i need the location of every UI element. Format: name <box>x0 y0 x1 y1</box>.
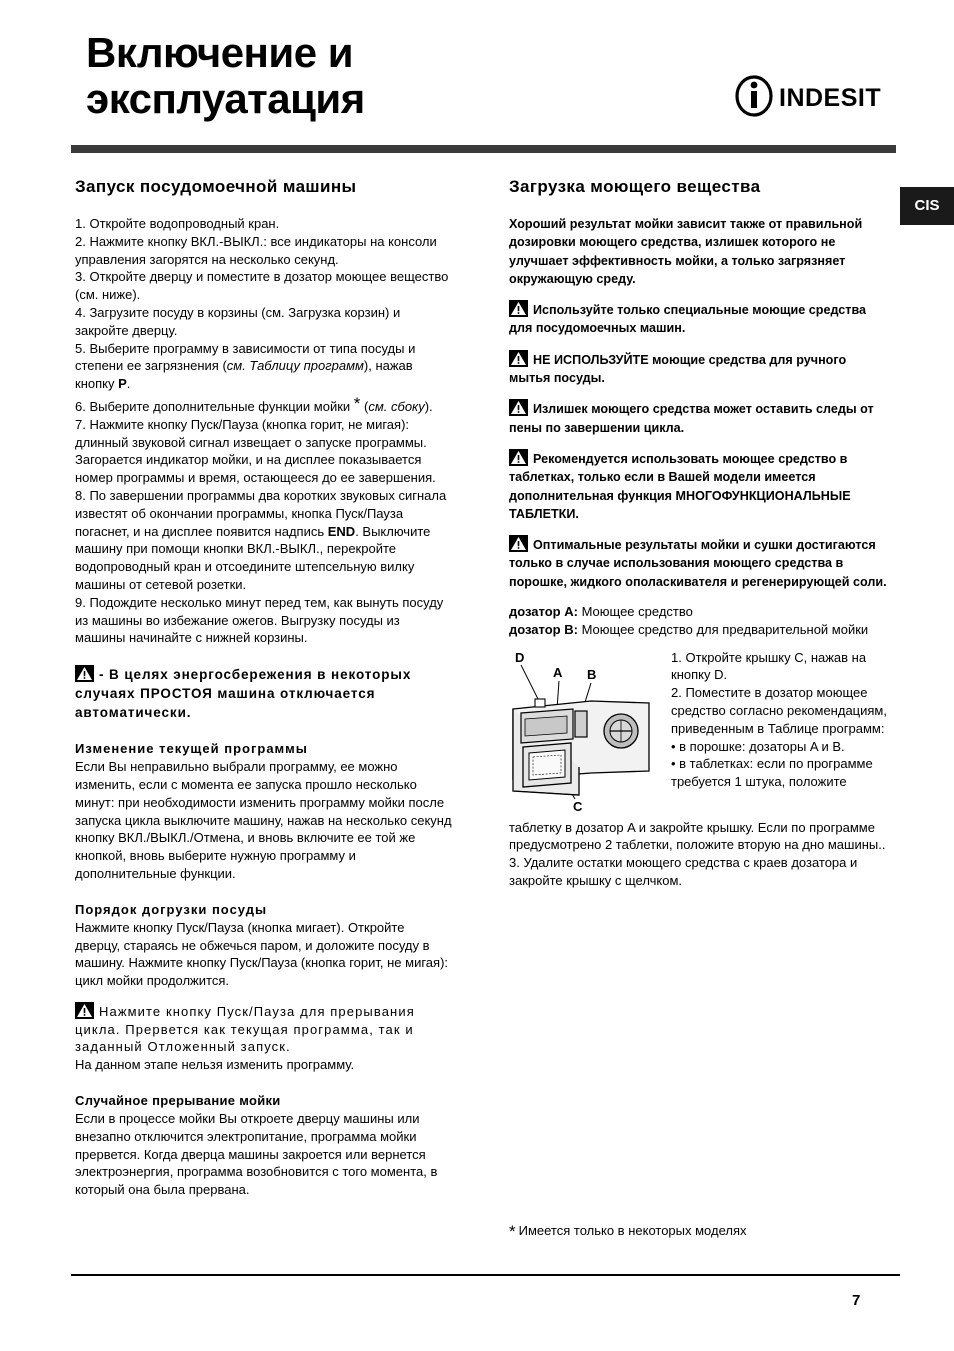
dispenser-b-label: дозатор B: <box>509 621 578 637</box>
warning-item <box>509 535 887 591</box>
dispenser-b-legend <box>509 621 887 639</box>
fig-bullet-1: • в порошке: дозаторы A и B. <box>671 738 845 754</box>
section-heading-detergent: Загрузка моющего вещества <box>509 177 761 196</box>
dispenser-a-text: Моющее средство <box>577 604 693 620</box>
pause-note <box>75 1002 453 1056</box>
footnote-star: * <box>509 1222 516 1241</box>
energy-note-text: - В целях энергосбережения в некоторых случаях ПРОСТОЯ машина отключается автоматически. <box>75 667 412 721</box>
step-5 <box>75 340 453 393</box>
footer-divider <box>71 1274 900 1276</box>
warning-item <box>509 300 887 338</box>
warning-text: НЕ ИСПОЛЬЗУЙТЕ моющие средства для ручного мытья посуды. <box>509 352 847 386</box>
start-steps <box>75 215 453 647</box>
warning-icon <box>509 300 528 317</box>
indesit-logo-mark-icon <box>734 74 894 118</box>
indesit-logo <box>734 74 894 118</box>
page-title-line-1: Включение и <box>86 29 354 76</box>
warning-icon <box>509 399 528 416</box>
step-6-end: ). <box>424 398 433 414</box>
label-b: B <box>587 666 597 682</box>
step-3: 3. Откройте дверцу и поместите в дозатор моющее вещество (см. ниже). <box>75 269 449 303</box>
interrupt-text: Если в процессе мойки Вы откроете дверцу машины или внезапно отключится электропитание, программа мойки прервется. Когда дверца машины закроется или вернется электроэнергия, программа возобновится с того момента, в который она была прервана. <box>75 1111 438 1198</box>
step-5-text: 5. Выберите программу в зависимости от типа посуды и степени ее загрязнения ( <box>75 340 416 374</box>
warning-icon <box>509 350 528 367</box>
step-5-ref: см. Таблицу программ <box>226 358 364 374</box>
dispenser-b-text: Моющее средство для предварительной мойки <box>577 621 869 637</box>
step-5-end: . <box>126 376 131 392</box>
fig-step-1: 1. Откройте крышку C, нажав на кнопку D. <box>671 649 867 683</box>
subheading-interrupt: Случайное прерывание мойки <box>75 1093 281 1109</box>
footnote-text: Имеется только в некоторых моделях <box>518 1223 747 1238</box>
dispenser-a-legend <box>509 603 887 621</box>
energy-note <box>75 665 453 722</box>
fig-step-2-continued: таблетку в дозатор A и закройте крышку. Если по программе предусмотрено 2 таблетки, положите вторую на дно машины.. <box>509 819 886 853</box>
section-heading-start: Запуск посудомоечной машины <box>75 177 357 196</box>
detergent-intro: Хороший результат мойки зависит также от правильной дозировки моющего средства, излишек которого не улучшает эффективность мойки, а только загрязняет окружающую среду. <box>509 217 863 286</box>
step-9: 9. Подождите несколько минут перед тем, как вынуть посуду из машины во избежание ожегов. Выгрузку посуды из машины начинайте с нижней корзины. <box>75 594 444 646</box>
warning-icon <box>509 449 528 466</box>
step-6-text-2: ( <box>360 398 369 414</box>
right-column <box>509 176 887 890</box>
fig-bullet-2: • в таблетках: если по программе требуется 1 штука, положите <box>671 756 873 790</box>
pause-note-2: На данном этапе нельзя изменить программу. <box>75 1057 355 1073</box>
left-column <box>75 176 453 1199</box>
label-d: D <box>515 649 525 665</box>
page-title-line-2: эксплуатация <box>86 75 365 122</box>
step-6-text: 6. Выберите дополнительные функции мойки <box>75 398 354 414</box>
warning-text: Оптимальные результаты мойки и сушки достигаются только в случае использования моющего средства в порошке, жидкого ополаскивателя и регенерирующей соли. <box>509 538 887 589</box>
warning-item <box>509 350 887 388</box>
warning-icon <box>75 665 94 682</box>
dispenser-diagram <box>509 649 659 814</box>
label-c: C <box>573 798 583 814</box>
warning-text: Рекомендуется использовать моющее средство в таблетках, только если в Вашей модели имеется дополнительная функция МНОГОФУНКЦИОНАЛЬНЫЕ ТАБЛЕТКИ. <box>509 451 851 521</box>
step-6-star: * <box>353 393 361 413</box>
warning-text: Излишек моющего средства может оставить следы от пены по завершении цикла. <box>509 402 874 435</box>
label-a: A <box>553 664 563 680</box>
warning-icon <box>509 535 528 552</box>
step-4: 4. Загрузите посуду в корзины (см. Загрузка корзин) и закройте дверцу. <box>75 304 401 338</box>
subheading-change-program: Изменение текущей программы <box>75 741 308 757</box>
step-6 <box>75 395 453 416</box>
subheading-reload: Порядок догрузки посуды <box>75 901 268 917</box>
step-8-text-2: . Выключите машину при помощи кнопки ВКЛ.-ВЫКЛ., перекройте водопроводный кран и отсоедините штепсельную вилку машины от сетевой розетки. <box>75 523 431 592</box>
step-5-text-2: ), нажав кнопку <box>75 358 413 392</box>
brand-name: INDESIT <box>779 84 882 112</box>
warning-icon <box>75 1002 94 1019</box>
warning-text: Используйте только специальные моющие средства для посудомоечных машин. <box>509 303 867 336</box>
dispenser-instructions <box>671 649 889 791</box>
step-8-text: 8. По завершении программы два коротких звуковых сигнала известят об окончании программы, кнопка Пуск/Пауза погаснет, и на дисплее появится надпись <box>75 487 447 539</box>
warning-item <box>509 399 887 437</box>
language-badge: CIS <box>900 187 954 225</box>
change-program-text: Если Вы неправильно выбрали программу, ее можно изменить, если с момента ее запуска прошло несколько минут: при необходимости изменить программу мойки после запуска цикла выключите машину, нажав на несколько секунд кнопку ВКЛ./ВЫКЛ./Отмена, и вновь включите ее той же кнопкой, вновь выберите нужную программу и дополнительные функции. <box>75 759 452 881</box>
warning-item <box>509 449 887 523</box>
fig-step-3: 3. Удалите остатки моющего средства с краев дозатора и закройте крышку с щелчком. <box>509 855 858 889</box>
dispenser-a-label: дозатор A: <box>509 604 578 620</box>
step-5-key: P <box>118 376 127 392</box>
step-8-end-label: END <box>327 523 356 539</box>
page-number: 7 <box>852 1292 861 1309</box>
reload-text: Нажмите кнопку Пуск/Пауза (кнопка мигает). Откройте дверцу, стараясь не обжечься паром, и доложите посуду в машину. Нажмите кнопку Пуск/Пауза (кнопка горит, не мигая): цикл мойки продолжится. <box>75 919 449 989</box>
step-8 <box>75 487 453 594</box>
step-6-ref: см. сбоку <box>368 398 425 414</box>
footnote <box>509 1222 747 1242</box>
fig-step-2: 2. Поместите в дозатор моющее средство согласно рекомендациям, приведенным в Таблице программ: <box>671 685 887 736</box>
header-divider <box>71 145 896 153</box>
step-2: 2. Нажмите кнопку ВКЛ.-ВЫКЛ.: все индикаторы на консоли управления загорятся на несколько секунд. <box>75 233 437 267</box>
dispenser-figure-block <box>509 649 887 819</box>
pause-note-text: Нажмите кнопку Пуск/Пауза для прерывания цикла. Прервется как текущая программа, так и заданный Отложенный запуск. <box>75 1003 415 1055</box>
page-title <box>86 30 586 122</box>
step-7: 7. Нажмите кнопку Пуск/Пауза (кнопка горит, не мигая): длинный звуковой сигнал извещает о запуске программы. Загорается индикатор мойки, и на дисплее показывается номер программы и время, остающееся до ее завершения. <box>75 416 436 486</box>
step-1: 1. Откройте водопроводный кран. <box>75 216 280 231</box>
